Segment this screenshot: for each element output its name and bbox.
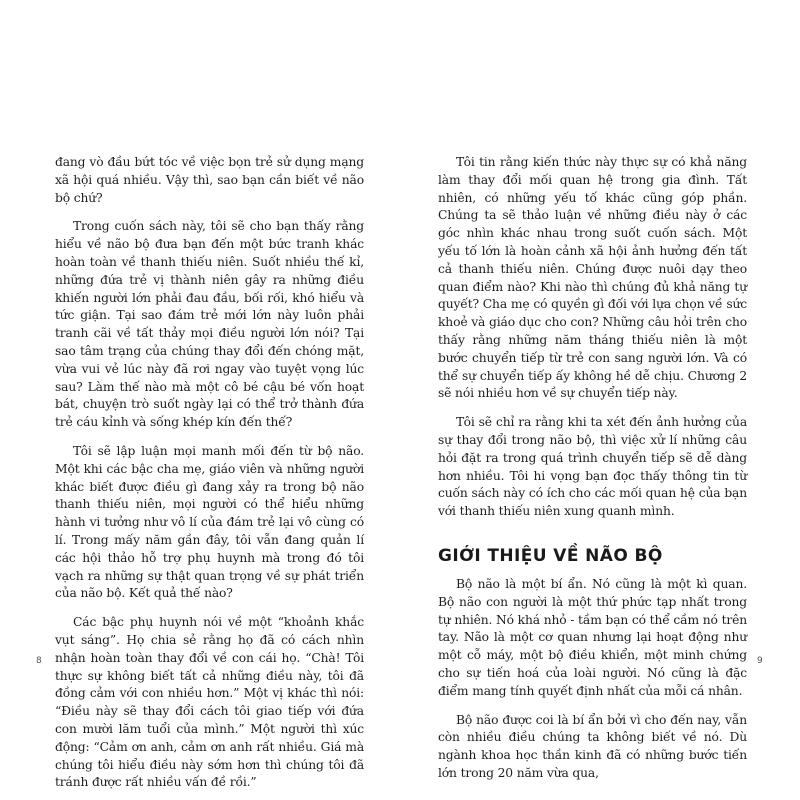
paragraph: Bộ não được coi là bí ẩn bởi vì cho đến nay, vẫn còn nhiều điều chúng ta không biết về nó. Dù ngành khoa học thần kinh đã có những bước tiến lớn trong 20 năm vừa qua, — [438, 712, 747, 780]
paragraph: đang vò đầu bứt tóc về việc bọn trẻ sử dụng mạng xã hội quá nhiều. Vậy thì, sao bạn cần biết về não bộ chứ? — [55, 155, 364, 205]
paragraph: Bộ não là một bí ẩn. Nó cũng là một kì quan. Bộ não con người là một thứ phức tạp nhất trong tự nhiên. Nó khá nhỏ - tầm bạn có thể cầm nó trên tay. Não là một cơ quan nhưng lại hoạt động như một cỗ máy, một bộ điều khiển, một minh chứng cho sự tiến hoá của loài người. Nó cũng là đặc điểm mang tính quyết định nhất của mỗi cá nhân. — [438, 576, 747, 698]
paragraph: Trong cuốn sách này, tôi sẽ cho bạn thấy rằng hiểu về não bộ đưa bạn đến một bức tranh khác hoàn toàn về thanh thiếu niên. Suốt nhiều thế kỉ, những đứa trẻ vị thành niên gây ra những điều khiến người lớn phải đau đầu, bối rối, khó hiểu và tức giận. Tại sao đám trẻ mới lớn này luôn phải tranh cãi về tất thảy mọi điều người lớn nói? Tại sao tâm trạng của chúng thay đổi đến chóng mặt, vừa vui vẻ lúc này đã rơi ngay vào tuyệt vọng lúc sau? Làm thế nào mà một cô bé cậu bé vốn hoạt bát, chuyện trò suốt ngày lại có thể trở thành đứa trẻ cáu kỉnh và sống khép kín đến thế? — [55, 219, 364, 430]
right-page — [400, 0, 800, 800]
section-heading: GIỚI THIỆU VỀ NÃO BỘ — [438, 545, 663, 566]
left-text-column — [55, 154, 364, 792]
page-number: 9 — [757, 656, 763, 666]
paragraph: Các bậc phụ huynh nói về một “khoảnh khắc vụt sáng”. Họ chia sẻ rằng họ đã có cách nhìn nhận hoàn toàn thay đổi về con cái họ. “Chà! Tôi thực sự không biết tất cả những điều này, tôi đã đồng cảm với con nhiều hơn.” Một vị khác thì nói: “Điều này sẽ thay đổi cách tôi giao tiếp với đứa con mười lăm tuổi của mình.” Một người thì xúc động: “Cảm ơn anh, cảm ơn anh rất nhiều. Giá mà chúng tôi hiểu điều này sớm hơn thì chúng tôi đã tránh được rất nhiều vấn đề rồi.” — [55, 615, 364, 790]
paragraph: Tôi tin rằng kiến thức này thực sự có khả năng làm thay đổi mối quan hệ trong gia đình. Tất nhiên, có những yếu tố khác cũng góp phần. Chúng ta sẽ thảo luận về những điều này ở các góc nhìn khác nhau trong suốt cuốn sách. Một yếu tố lớn là hoàn cảnh xã hội ảnh hưởng đến tất cả thanh thiếu niên. Chúng được nuôi dạy theo quan điểm nào? Khi nào thì chúng đủ khả năng tự quyết? Cha mẹ có quyền gì đối với lựa chọn về sức khoẻ và giáo dục cho con? Những câu hỏi trên cho thấy rằng những năm tháng thiếu niên là một bước chuyển tiếp từ trẻ con sang người lớn. Và có thể sự chuyển tiếp ấy không hề dễ chịu. Chương 2 sẽ nói nhiều hơn về sự chuyển tiếp này. — [438, 155, 747, 401]
page-number: 8 — [36, 656, 42, 666]
paragraph: Tôi sẽ lập luận mọi manh mối đến từ bộ não. Một khi các bậc cha mẹ, giáo viên và những người khác biết được điều gì đang xảy ra trong bộ não thanh thiếu niên, mọi người có thể hiểu những hành vi tưởng như vô lí của đám trẻ lại vô cùng có lí. Trong mấy năm gần đây, tôi vẫn đang quản lí các hội thảo hỗ trợ phụ huynh mà trong đó tôi vạch ra những sự thật quan trọng về sự phát triển của não bộ. Kết quả thế nào? — [55, 443, 364, 601]
paragraph: Tôi sẽ chỉ ra rằng khi ta xét đến ảnh hưởng của sự thay đổi trong não bộ, thì việc xử lí những câu hỏi đặt ra trong quá trình chuyển tiếp sẽ dễ dàng hơn nhiều. Tôi hi vọng bạn đọc thấy thông tin từ cuốn sách này có ích cho các mối quan hệ của bạn với thanh thiếu niên xung quanh mình. — [438, 415, 747, 519]
right-text-column — [438, 154, 747, 783]
